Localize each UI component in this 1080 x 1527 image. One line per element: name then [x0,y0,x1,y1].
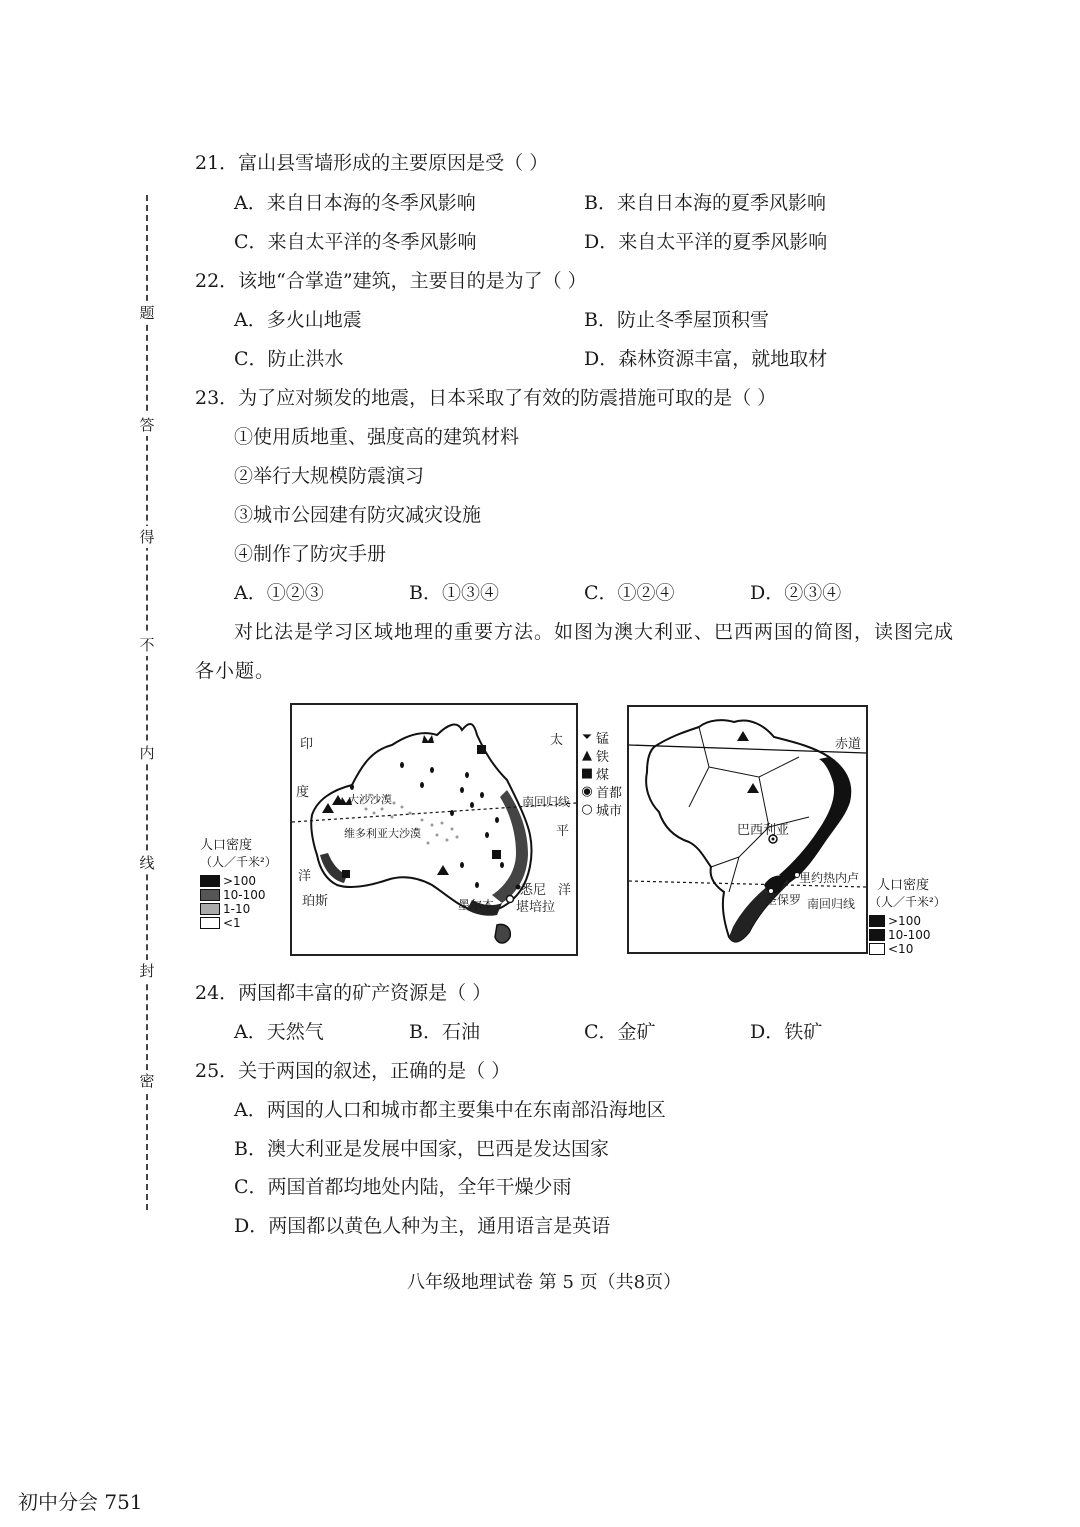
desert-label: 大沙沙漠 [348,793,392,806]
city-label-rio: 里约热内卢 [799,871,860,885]
q22-option-b: B．防止冬季屋顶积雪 [584,309,769,331]
mineral-legend [580,728,622,818]
city-label-saopaulo: 圣保罗 [765,893,802,907]
legend-row: ⏷ 锰 [581,729,610,747]
legend-unit: （人／千米²） [869,895,946,909]
legend-row: ▲ 铁 [582,747,610,765]
ocean-label: 太 [550,733,564,748]
legend-row: ○ 城市 [581,801,623,819]
legend-unit: （人／千米²） [200,855,277,869]
city-label-perth: 珀斯 [302,894,329,909]
q21-option-d: D．来自太平洋的夏季风影响 [584,231,828,253]
legend-row: <10 [869,942,946,956]
binding-char: 答 [137,414,157,436]
q23-option-b: B．①③④ [409,582,499,604]
q23-option-a: A．①②③ [234,582,324,604]
coal-icon: ■ [580,765,594,781]
tropic-label: 南回归线 [807,897,856,911]
brazil-density-legend [869,874,946,956]
legend-row: <1 [200,916,277,930]
ocean-label: 平 [556,824,570,839]
ocean-label: 印 [300,737,314,752]
binding-char: 封 [137,960,157,982]
q25-option-d: D．两国都以黄色人种为主，通用语言是英语 [234,1215,611,1237]
binding-char: 不 [137,634,157,656]
q25-option-a: A．两国的人口和城市都主要集中在东南部沿海地区 [234,1099,666,1121]
binding-char: 题 [137,302,157,324]
city-label-brasilia: 巴西利亚 [737,823,790,838]
q23-item-1: ①使用质地重、强度高的建筑材料 [234,426,520,448]
australia-density-legend [200,834,277,930]
q24-option-d: D．铁矿 [750,1021,823,1043]
binding-char: 线 [137,852,157,874]
brazil-map [627,705,868,954]
city-label-melbourne: 墨尔本 [458,898,495,912]
legend-row: 10-100 [200,888,277,902]
q22-stem: 22．该地“合掌造”建筑，主要目的是为了（ ） [195,270,587,292]
q22-option-d: D．森林资源丰富，就地取材 [584,348,828,370]
q24-stem: 24．两国都丰富的矿产资源是（ ） [195,982,492,1004]
q21-option-b: B．来自日本海的夏季风影响 [584,192,826,214]
binding-dashed-line [146,195,148,1210]
q23-item-2: ②举行大规模防震演习 [234,465,425,487]
iron-icon: ▲ [582,747,592,763]
q22-option-a: A．多火山地震 [234,309,362,331]
city-label-canberra: 堪培拉 [516,900,556,915]
q22-option-c: C．防止洪水 [234,348,344,370]
australia-map-graphic [292,705,576,954]
city-icon: ○ [581,801,593,817]
legend-row: >100 [869,914,946,928]
q21-option-a: A．来自日本海的冬季风影响 [234,192,476,214]
q23-item-3: ③城市公园建有防灾减灾设施 [234,504,482,526]
q21-option-c: C．来自太平洋的冬季风影响 [234,231,477,253]
ocean-label: 洋 [298,869,312,884]
australia-map [290,703,578,956]
legend-title: 人口密度 [200,838,253,853]
manganese-icon: ⏷ [581,729,593,745]
ocean-label: 洋 [558,883,572,898]
equator-label: 赤道 [835,737,862,752]
q23-item-4: ④制作了防灾手册 [234,543,387,565]
q24-option-b: B．石油 [409,1021,480,1043]
legend-title: 人口密度 [877,878,930,893]
legend-row: >100 [200,874,277,888]
intro-line-1: 对比法是学习区域地理的重要方法。如图为澳大利亚、巴西两国的简图，读图完成 [234,621,955,643]
q25-option-c: C．两国首都均地处内陆，全年干燥少雨 [234,1176,572,1198]
q23-option-c: C．①②④ [584,582,675,604]
q23-stem: 23．为了应对频发的地震，日本采取了有效的防震措施可取的是（ ） [195,387,777,409]
q25-stem: 25．关于两国的叙述，正确的是（ ） [195,1060,511,1082]
legend-row: ■ 煤 [580,765,610,783]
binding-char: 得 [137,526,157,548]
legend-row: ◉ 首都 [581,783,623,801]
legend-row: 10-100 [869,928,946,942]
q21-stem: 21．富山县雪墙形成的主要原因是受（ ） [195,152,549,174]
q24-option-c: C．金矿 [584,1021,656,1043]
q25-option-b: B．澳大利亚是发展中国家，巴西是发达国家 [234,1138,609,1160]
tropic-label: 南回归线 [522,795,571,809]
q24-option-a: A．天然气 [234,1021,324,1043]
q23-option-d: D．②③④ [750,582,842,604]
legend-row: 1-10 [200,902,277,916]
ocean-label: 度 [296,785,310,800]
watermark-text: 初中分会 751 [18,1490,143,1514]
city-label-sydney: 悉尼 [520,883,547,898]
page-footer: 八年级地理试卷 第 5 页（共8页） [407,1272,682,1293]
intro-line-2: 各小题。 [195,660,276,682]
desert-label: 维多利亚大沙漠 [344,827,421,840]
binding-char: 内 [137,742,157,764]
capital-icon: ◉ [581,783,593,799]
binding-char: 密 [137,1070,157,1092]
